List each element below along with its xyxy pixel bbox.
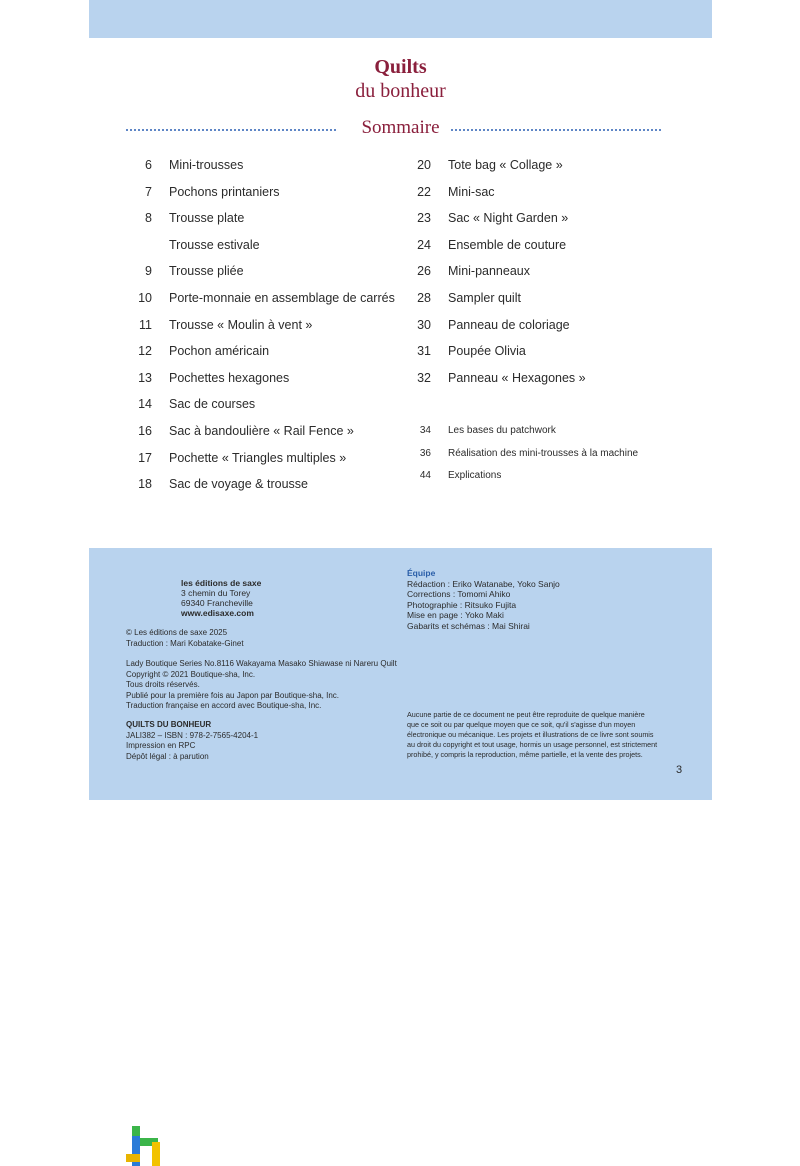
toc-entry-label: Panneau « Hexagones » xyxy=(448,370,586,385)
toc-page-number: 13 xyxy=(138,370,152,385)
toc-page-number: 36 xyxy=(419,447,431,459)
toc-entry-label: Sac à bandoulière « Rail Fence » xyxy=(169,424,354,438)
toc-entry-label: Les bases du patchwork xyxy=(448,425,556,436)
book-title-line1: Quilts xyxy=(374,56,427,78)
toc-entry-label: Pochettes hexagones xyxy=(169,370,290,385)
legal-notice xyxy=(407,710,657,760)
legal-line: Aucune partie de ce document ne peut être reproduite de quelque manière xyxy=(407,710,645,719)
toc-entry-label: Panneau de coloriage xyxy=(448,317,570,332)
publisher-address2: 69340 Francheville xyxy=(181,598,253,608)
original-line: Traduction française en accord avec Boutique-sha, Inc. xyxy=(126,701,322,710)
credit-line: © Les éditions de saxe 2025 xyxy=(126,628,228,637)
publisher-block xyxy=(181,578,261,618)
toc-page-number: 16 xyxy=(138,424,152,438)
top-color-band xyxy=(89,0,712,38)
team-block xyxy=(407,568,560,631)
toc-page-number: 18 xyxy=(138,477,152,492)
credit-line: Traduction : Mari Kobatake-Ginet xyxy=(126,638,244,648)
toc-page-number: 32 xyxy=(417,370,431,385)
original-line: Tous droits réservés. xyxy=(126,680,200,689)
toc-page-number: 44 xyxy=(419,470,431,481)
team-line: Mise en page : Yoko Maki xyxy=(407,610,504,620)
toc-page-number: 14 xyxy=(138,397,152,412)
book-page xyxy=(89,0,712,800)
team-line: Gabarits et schémas : Mai Shirai xyxy=(407,620,530,631)
toc-page-number: 28 xyxy=(417,291,431,305)
colophon-band xyxy=(89,548,712,800)
team-title: Équipe xyxy=(407,568,436,578)
book-info-block xyxy=(126,720,258,762)
toc-entry-label: Pochette « Triangles multiples » xyxy=(169,450,347,465)
toc-page-number: 26 xyxy=(417,264,431,279)
book-info-line: Impression en RPC xyxy=(126,741,196,750)
toc-entry-label: Sampler quilt xyxy=(448,291,521,305)
toc-page-number: 9 xyxy=(145,264,152,279)
legal-line: prohibé, y compris la reproduction, même partielle, et la vente des projets. xyxy=(407,750,643,759)
section-title: Sommaire xyxy=(361,117,440,138)
toc-page-number: 34 xyxy=(419,425,431,436)
credits-block xyxy=(126,628,244,649)
toc-entry-label: Trousse « Moulin à vent » xyxy=(169,317,313,332)
toc-page-number: 10 xyxy=(138,291,152,305)
toc-page-number: 7 xyxy=(145,184,152,199)
dotted-divider-right xyxy=(451,129,661,131)
toc-entry-label: Trousse estivale xyxy=(169,237,260,252)
book-info-line: JALI382 – ISBN : 978-2-7565-4204-1 xyxy=(126,730,259,740)
toc-entry-label: Sac de voyage & trousse xyxy=(169,477,308,492)
toc-page-number: 6 xyxy=(145,158,152,172)
toc-entry-label: Explications xyxy=(448,470,502,481)
original-line: Publié pour la première fois au Japon par Boutique-sha, Inc. xyxy=(126,690,340,700)
publisher-logo-icon xyxy=(126,1126,166,1166)
team-line: Corrections : Tomomi Ahiko xyxy=(407,589,511,599)
original-line: Lady Boutique Series No.8116 Wakayama Masako Shiawase ni Nareru Quilt xyxy=(126,659,397,668)
toc-entry-label: Mini-trousses xyxy=(169,158,244,172)
toc-entry-label: Réalisation des mini-trousses à la machine xyxy=(448,447,639,459)
publisher-address1: 3 chemin du Torey xyxy=(181,588,251,598)
book-info-line: Dépôt légal : à parution xyxy=(126,751,209,761)
team-line: Photographie : Ritsuko Fujita xyxy=(407,599,517,610)
original-edition-block xyxy=(126,659,397,712)
toc-page-number: 31 xyxy=(417,344,431,359)
toc-entry-label: Ensemble de couture xyxy=(448,237,567,252)
toc-page-number: 30 xyxy=(417,317,431,332)
toc-entry-label: Tote bag « Collage » xyxy=(448,158,563,172)
toc-entry-label: Porte-monnaie en assemblage de carrés xyxy=(169,291,395,305)
toc-page-number: 22 xyxy=(417,184,431,199)
toc-entry-label: Mini-panneaux xyxy=(448,264,530,279)
toc-page-number: 8 xyxy=(145,211,152,226)
toc-entry-label: Mini-sac xyxy=(448,184,495,199)
publisher-name: les éditions de saxe xyxy=(181,578,262,588)
toc-entry-label: Trousse plate xyxy=(169,211,245,226)
toc-page-number: 24 xyxy=(417,237,431,252)
legal-line: au droit du copyright et tout usage, hormis un usage personnel, est strictement xyxy=(407,740,658,749)
toc-entry-label: Sac de courses xyxy=(169,397,256,412)
legal-line: que ce soit ou par quelque moyen que ce soit, qu'il s'agisse d'un moyen xyxy=(407,720,636,729)
book-info-title: QUILTS DU BONHEUR xyxy=(126,720,212,729)
toc-page-number: 17 xyxy=(138,450,152,465)
toc-entry-label: Trousse pliée xyxy=(169,264,244,279)
toc-page-number: 12 xyxy=(138,344,152,359)
toc-entry-label: Poupée Olivia xyxy=(448,344,526,359)
toc-page-number: 20 xyxy=(417,158,431,172)
page-number: 3 xyxy=(676,764,683,776)
toc-page-number: 23 xyxy=(417,211,431,226)
toc-entry-label: Pochon américain xyxy=(169,344,270,359)
toc-page-number: 11 xyxy=(139,317,152,332)
toc-entry-label: Pochons printaniers xyxy=(169,184,280,199)
team-line: Rédaction : Eriko Watanabe, Yoko Sanjo xyxy=(407,578,560,589)
book-title-line2: du bonheur xyxy=(355,80,446,102)
legal-line: électronique ou mécanique. Les projets et illustrations de ce livre sont soumis xyxy=(407,730,654,739)
publisher-website: www.edisaxe.com xyxy=(181,608,254,618)
toc-entry-label: Sac « Night Garden » xyxy=(448,211,569,226)
original-line: Copyright © 2021 Boutique-sha, Inc. xyxy=(126,669,256,679)
